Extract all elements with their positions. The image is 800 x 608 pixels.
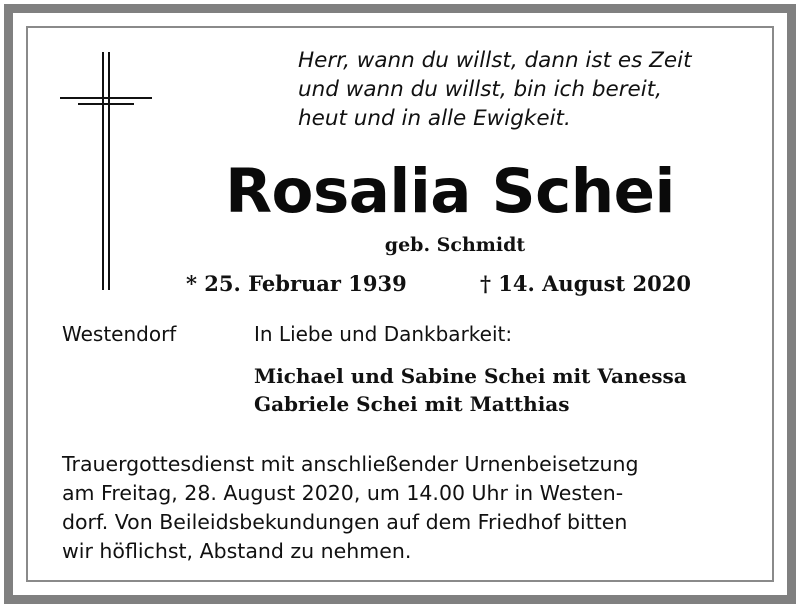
verse-line: heut und in alle Ewigkeit.: [298, 106, 571, 131]
notice-line: wir höflichst, Abstand zu nehmen.: [62, 539, 412, 563]
verse: [298, 46, 758, 133]
notice-line: Trauergottesdienst mit anschließender Urnenbeisetzung: [62, 452, 639, 476]
mourner-line: Gabriele Schei mit Matthias: [254, 392, 570, 416]
verse-line: Herr, wann du willst, dann ist es Zeit: [298, 48, 692, 73]
deceased-name: Rosalia Schei: [225, 156, 675, 227]
verse-line: und wann du willst, bin ich bereit,: [298, 77, 663, 102]
notice-line: am Freitag, 28. August 2020, um 14.00 Uhr in Westen-: [62, 481, 624, 505]
place-name: Westendorf: [62, 322, 177, 346]
birth-date: * 25. Februar 1939: [186, 271, 407, 296]
funeral-notice: [62, 450, 752, 566]
mourner-line: Michael und Sabine Schei mit Vanessa: [254, 364, 687, 388]
cross-icon: [58, 50, 154, 294]
death-date: † 14. August 2020: [480, 271, 691, 296]
maiden-name: geb. Schmidt: [384, 234, 526, 256]
mourners-intro: In Liebe und Dankbarkeit:: [254, 322, 513, 346]
notice-line: dorf. Von Beileidsbekundungen auf dem Friedhof bitten: [62, 510, 628, 534]
mourners-list: [254, 362, 687, 418]
